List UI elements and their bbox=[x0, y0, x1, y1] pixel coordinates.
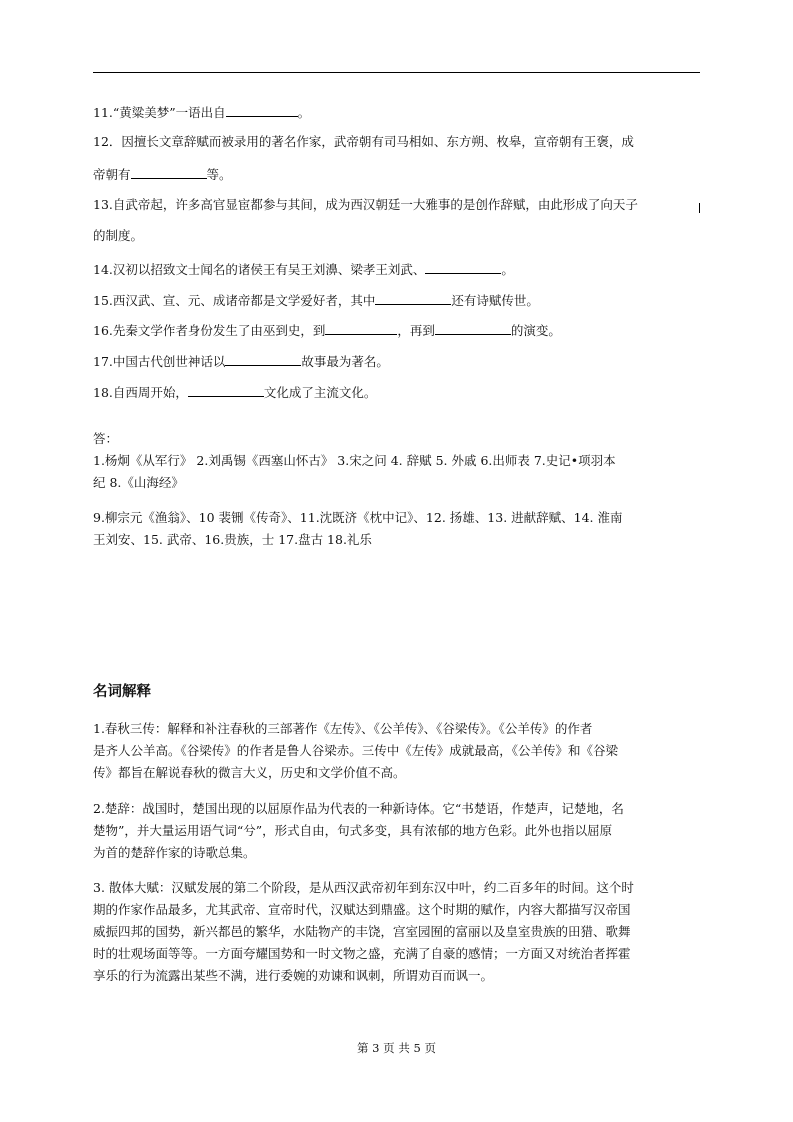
term-1: 1.春秋三传：解释和补注春秋的三部著作《左传》、《公羊传》、《谷梁传》。《公羊传》的作者 是齐人公羊高。《谷梁传》的作者是鲁人谷梁赤。三传中《左传》成就最高，《公羊传》和《谷梁 传》都旨在解说春秋的微言大义，历史和文学价值不高。 bbox=[93, 721, 619, 780]
question-13-line1: 13.自武帝起，许多高官显宦都参与其间，成为西汉朝廷一大雅事的是创作辞赋，由此形成了向天子 bbox=[93, 197, 638, 212]
term-3: 3. 散体大赋：汉赋发展的第二个阶段，是从西汉武帝初年到东汉中叶，约二百多年的时间。这个时 期的作家作品最多，尤其武帝、宣帝时代，汉赋达到鼎盛。这个时期的赋作，内容大都描写汉帝国 威振四邦的国势，新兴都邑的繁华，水陆物产的丰饶，宫室园囿的富丽以及皇室贵族的田猎、歌舞 时的壮观场面等等。一方面夸耀国势和一时文物之盛，充满了自豪的感情；一方面又对统治者挥霍 享乐的行为流露出某些不满，进行委婉的劝谏和讽刺，所谓劝百而讽一。 bbox=[93, 880, 634, 983]
answer-blank bbox=[188, 384, 264, 397]
answer-blank bbox=[435, 322, 511, 335]
page-number: 第 3 页 共 5 页 bbox=[357, 1041, 436, 1055]
question-12-line2: 帝朝有 等。 bbox=[93, 167, 232, 182]
answers-line: 纪 8.《山海经》 bbox=[93, 475, 184, 490]
answers-block bbox=[93, 428, 713, 494]
question-17: 17.中国古代创世神话以 故事最为著名。 bbox=[93, 354, 389, 369]
answers-line: 9.柳宗元《渔翁》、10 裴铏《传奇》、11.沈既济《枕中记》、12. 扬雄、13. 进献辞赋、14. 淮南 bbox=[93, 510, 623, 525]
question-16: 16.先秦文学作者身份发生了由巫到史，到 ，再到 的演变。 bbox=[93, 323, 561, 338]
margin-mark bbox=[699, 203, 700, 213]
header-rule bbox=[93, 72, 700, 73]
section-heading: 名词解释 bbox=[93, 684, 151, 700]
question-13-line2: 的制度。 bbox=[93, 228, 144, 243]
answer-blank bbox=[226, 104, 298, 117]
answer-blank bbox=[131, 166, 207, 179]
answers-block-2 bbox=[93, 507, 713, 551]
answer-blank bbox=[425, 261, 501, 274]
answers-line: 1.杨炯《从军行》 2.刘禹锡《西塞山怀古》 3.宋之问 4. 辞赋 5. 外戚 6.出师表 7.史记•项羽本 bbox=[93, 453, 616, 468]
answers-label: 答： bbox=[93, 431, 119, 446]
question-18: 18.自西周开始， 文化成了主流文化。 bbox=[93, 385, 377, 400]
question-11: 11.“黄粱美梦”一语出自 。 bbox=[93, 105, 311, 120]
answer-blank bbox=[375, 292, 451, 305]
term-2: 2.楚辞：战国时，楚国出现的以屈原作品为代表的一种新诗体。它“书楚语，作楚声，记楚地，名 楚物”，并大量运用语气词“兮”，形式自由，句式多变，具有浓郁的地方色彩。此外也指以屈原 为首的楚辞作家的诗歌总集。 bbox=[93, 801, 624, 860]
answers-line: 王刘安、15. 武帝、16.贵族，士 17.盘古 18.礼乐 bbox=[93, 532, 372, 547]
question-15: 15.西汉武、宣、元、成诸帝都是文学爱好者，其中 还有诗赋传世。 bbox=[93, 293, 539, 308]
answer-blank bbox=[225, 353, 301, 366]
question-14: 14.汉初以招致文士闻名的诸侯王有吴王刘濞、梁孝王刘武、 。 bbox=[93, 262, 514, 277]
question-12-line1: 12．因擅长文章辞赋而被录用的著名作家，武帝朝有司马相如、东方朔、枚皋，宣帝朝有王褒，成 bbox=[93, 134, 634, 149]
answer-blank bbox=[325, 322, 397, 335]
